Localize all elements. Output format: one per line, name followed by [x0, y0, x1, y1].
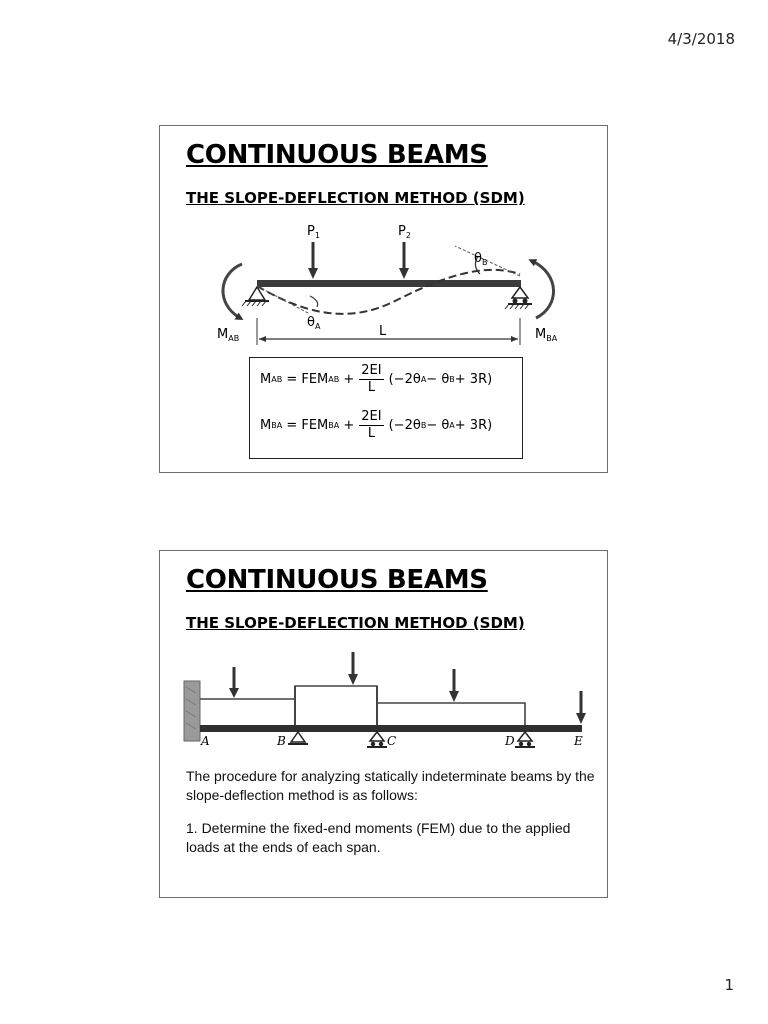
page-number: 1: [724, 976, 734, 994]
beam: [257, 280, 521, 287]
moment-arrow-ab: [223, 264, 242, 318]
equation-box: [249, 357, 523, 459]
fraction: $\frac{2EI}{L}$: [361, 363, 382, 395]
slide-title: CONTINUOUS BEAMS: [186, 140, 488, 170]
span-label: L: [379, 324, 387, 339]
slide-1: [159, 125, 608, 473]
label-d: D: [505, 734, 515, 748]
support-c: [367, 732, 387, 747]
stiffness-outline: [200, 686, 525, 725]
equation-m-ab: M AB = FEM AB + $\frac{2EI}{L}$ (−2θ A − θ B + 3R): [260, 363, 493, 395]
procedure-intro: The procedure for analyzing statically indeterminate beams by the slope-deflection method is as follows:: [186, 768, 595, 803]
theta-a-label: $\theta_A$: [307, 315, 321, 331]
slide-subtitle: THE SLOPE-DEFLECTION METHOD (SDM): [186, 189, 525, 207]
load-arrow-p2: [399, 242, 409, 279]
load-label-p1: $P_1$: [307, 224, 320, 240]
load-arrow-p1: [308, 242, 318, 279]
roller-support-right: [505, 287, 532, 309]
slide-2: [159, 550, 608, 898]
pin-support-left: [242, 287, 269, 306]
print-date: 4/3/2018: [667, 30, 735, 48]
slide-subtitle: THE SLOPE-DEFLECTION METHOD (SDM): [186, 614, 525, 632]
label-a: A: [201, 734, 210, 748]
theta-b-label: $\theta_B$: [474, 251, 488, 267]
label-e: E: [574, 734, 583, 748]
tangent-line-b: [455, 246, 520, 276]
slide-title: CONTINUOUS BEAMS: [186, 565, 488, 595]
load-arrow-4: [576, 691, 586, 724]
moment-label-ab: $M_{AB}$: [217, 327, 240, 343]
deflected-shape: [257, 270, 520, 314]
moment-label-ba: $M_{BA}$: [535, 327, 558, 343]
load-arrow-3: [449, 669, 459, 702]
support-b: [288, 732, 308, 744]
label-b: B: [277, 734, 286, 748]
label-c: C: [387, 734, 397, 748]
beam: [200, 725, 582, 732]
equation-m-ba: M BA = FEM BA + $\frac{2EI}{L}$ (−2θ B − θ A + 3R): [260, 409, 493, 441]
procedure-step-1: 1. Determine the fixed-end moments (FEM) due to the applied loads at the ends of each span.: [186, 820, 571, 855]
fraction: $\frac{2EI}{L}$: [361, 409, 382, 441]
load-arrow-1: [229, 667, 239, 698]
theta-a-arc: [310, 296, 318, 307]
load-label-p2: $P_2$: [398, 224, 411, 240]
moment-arrow-ba: [532, 261, 554, 318]
support-d: [515, 732, 535, 747]
load-arrow-2: [348, 652, 358, 685]
